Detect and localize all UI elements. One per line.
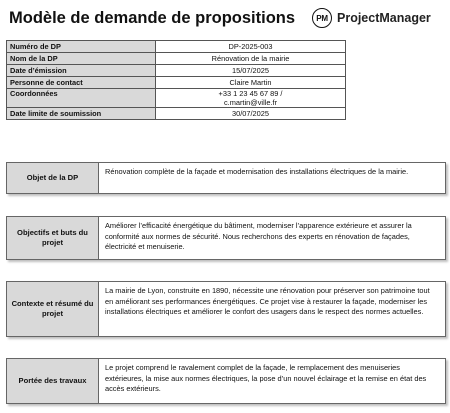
section-text: Rénovation complète de la façade et modernisation des installations électriques de la mairie. <box>105 167 409 176</box>
info-value: Claire Martin <box>156 77 346 89</box>
info-label: Date limite de soumission <box>7 108 156 120</box>
info-row-contact-person <box>7 77 346 89</box>
rfp-info-table <box>6 40 346 120</box>
contact-email: c.martin@ville.fr <box>223 98 278 107</box>
section-label: Objet de la DP <box>7 163 99 193</box>
info-label: Nom de la DP <box>7 53 156 65</box>
brand-name: ProjectManager <box>337 11 431 25</box>
info-row-contact-details <box>7 89 346 108</box>
section-label: Portée des travaux <box>7 359 99 403</box>
section-label: Contexte et résumé du projet <box>7 282 99 336</box>
brand <box>312 8 431 28</box>
info-label: Coordonnées <box>7 89 156 108</box>
info-value: Rénovation de la mairie <box>156 53 346 65</box>
section-rfp-purpose <box>6 162 446 194</box>
info-value: DP-2025-003 <box>156 41 346 53</box>
info-value: 30/07/2025 <box>156 108 346 120</box>
page-title: Modèle de demande de propositions <box>9 9 296 27</box>
section-objectives <box>6 216 446 260</box>
section-text: Améliorer l’efficacité énergétique du bâtiment, moderniser l’apparence extérieure et assurer la conformité aux normes de sécurité. Nous recherchons des experts en rénovation de façades, électricité et menuiserie. <box>105 221 412 251</box>
section-label: Objectifs et buts du projet <box>7 217 99 259</box>
section-text: Le projet comprend le ravalement complet de la façade, le remplacement des menuiseries extérieures, la mise aux normes électriques, la pose d’un nouvel éclairage et la remise en état des accès extérieurs. <box>105 363 427 393</box>
info-value <box>156 89 346 108</box>
section-context-summary <box>6 281 446 337</box>
info-row-submission-deadline <box>7 108 346 120</box>
info-value: 15/07/2025 <box>156 65 346 77</box>
info-label: Date d’émission <box>7 65 156 77</box>
section-text: La mairie de Lyon, construite en 1890, nécessite une rénovation pour préserver son patrimoine tout en améliorant ses performances énergétiques. Ce projet vise à restaurer la façade, moderniser les installations électriques et améliorer le confort des usagers dans le respect des normes actuelles. <box>105 286 430 316</box>
info-row-issue-date <box>7 65 346 77</box>
info-label: Personne de contact <box>7 77 156 89</box>
section-scope-of-work <box>6 358 446 404</box>
contact-phone: +33 1 23 45 67 89 / <box>218 89 283 98</box>
info-row-rfp-name <box>7 53 346 65</box>
info-label: Numéro de DP <box>7 41 156 53</box>
info-row-rfp-number <box>7 41 346 53</box>
projectmanager-logo-icon: PM <box>312 8 332 28</box>
